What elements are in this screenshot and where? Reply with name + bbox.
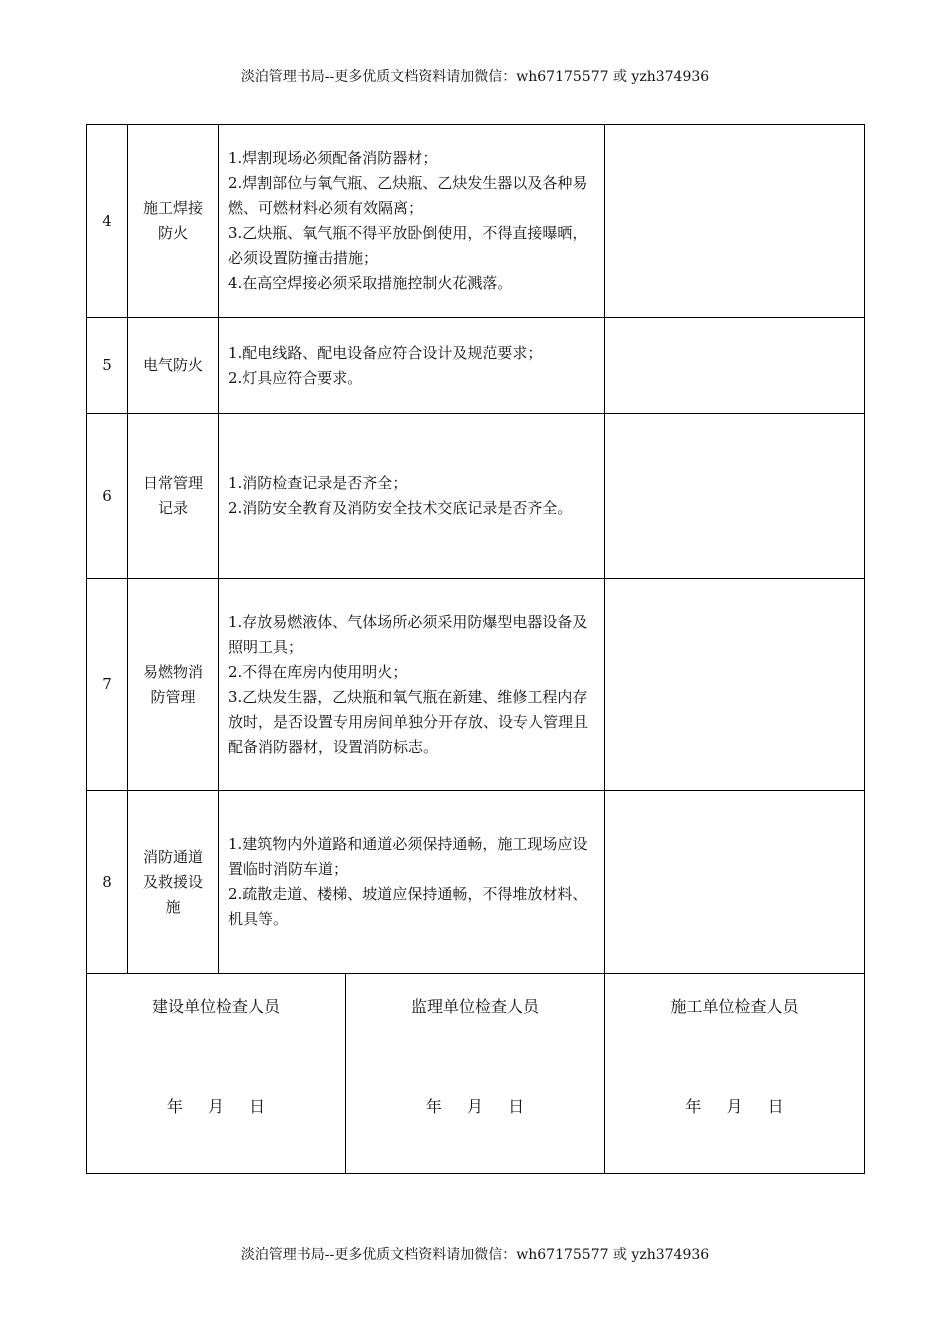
date-month: 月 — [726, 1097, 743, 1116]
row-number: 5 — [87, 318, 128, 414]
check-item: 电气防火 — [128, 318, 219, 414]
check-content — [219, 579, 605, 791]
check-result — [605, 791, 865, 974]
check-content — [219, 791, 605, 974]
date-month: 月 — [467, 1097, 484, 1116]
check-result — [605, 125, 865, 318]
table-row — [87, 318, 865, 414]
content-line: 2.疏散走道、楼梯、坡道应保持通畅，不得堆放材料、机具等。 — [228, 885, 588, 928]
content-line: 1.存放易燃液体、气体场所必须采用防爆型电器设备及照明工具； — [228, 612, 588, 656]
content-line: 4.在高空焊接必须采取措施控制火花溅落。 — [228, 274, 513, 292]
content-line: 2.消防安全教育及消防安全技术交底记录是否齐全。 — [228, 499, 573, 517]
content-line: 2.灯具应符合要求。 — [228, 368, 363, 387]
content-line: 3.乙炔瓶、氧气瓶不得平放卧倒使用，不得直接曝晒，必须设置防撞击措施； — [228, 224, 588, 267]
check-content — [219, 318, 605, 414]
row-number: 6 — [87, 414, 128, 579]
table-row — [87, 579, 865, 791]
signature-date — [346, 1094, 604, 1119]
row-number: 7 — [87, 579, 128, 791]
date-day: 日 — [249, 1097, 266, 1116]
check-content — [219, 125, 605, 318]
date-year: 年 — [166, 1097, 183, 1116]
date-year: 年 — [425, 1097, 442, 1116]
content-line: 1.焊割现场必须配备消防器材； — [228, 149, 438, 167]
signature-label: 监理单位检查人员 — [411, 997, 540, 1016]
date-year: 年 — [685, 1097, 702, 1116]
table-row — [87, 125, 865, 318]
signature-label: 建设单位检查人员 — [151, 997, 280, 1016]
date-day: 日 — [508, 1097, 525, 1116]
row-number: 8 — [87, 791, 128, 974]
check-content — [219, 414, 605, 579]
content-line: 1.消防检查记录是否齐全； — [228, 474, 408, 492]
table-row — [87, 791, 865, 974]
contractor-unit-signature — [605, 974, 865, 1174]
date-day: 日 — [767, 1097, 784, 1116]
content-line: 1.建筑物内外道路和通道必须保持通畅，施工现场应设置临时消防车道； — [228, 835, 588, 878]
footer-note: 淡泊管理书局--更多优质文档资料请加微信：wh67175577 或 yzh374936 — [240, 1247, 710, 1263]
supervision-unit-signature — [346, 974, 605, 1174]
check-result — [605, 414, 865, 579]
date-month: 月 — [207, 1097, 224, 1116]
table-row — [87, 414, 865, 579]
check-item: 消防通道及救援设施 — [128, 791, 219, 974]
construction-unit-signature — [87, 974, 346, 1174]
check-item: 易燃物消防管理 — [128, 579, 219, 791]
check-result — [605, 579, 865, 791]
row-number: 4 — [87, 125, 128, 318]
content-line: 2.不得在库房内使用明火； — [228, 662, 408, 681]
check-item: 施工焊接防火 — [128, 125, 219, 318]
signature-date — [605, 1094, 864, 1119]
content-line: 2.焊割部位与氧气瓶、乙炔瓶、乙炔发生器以及各种易燃、可燃材料必须有效隔离； — [228, 174, 588, 217]
signature-label: 施工单位检查人员 — [670, 997, 799, 1016]
check-item: 日常管理记录 — [128, 414, 219, 579]
content-line: 3.乙炔发生器，乙炔瓶和氧气瓶在新建、维修工程内存放时，是否设置专用房间单独分开存放、设专人管理且配备消防器材，设置消防标志。 — [228, 687, 589, 756]
header-note: 淡泊管理书局--更多优质文档资料请加微信：wh67175577 或 yzh374936 — [240, 69, 710, 85]
signature-date — [87, 1094, 345, 1119]
signature-row — [87, 974, 865, 1174]
fire-safety-checklist-table — [86, 124, 865, 1174]
check-result — [605, 318, 865, 414]
content-line: 1.配电线路、配电设备应符合设计及规范要求； — [228, 343, 543, 362]
